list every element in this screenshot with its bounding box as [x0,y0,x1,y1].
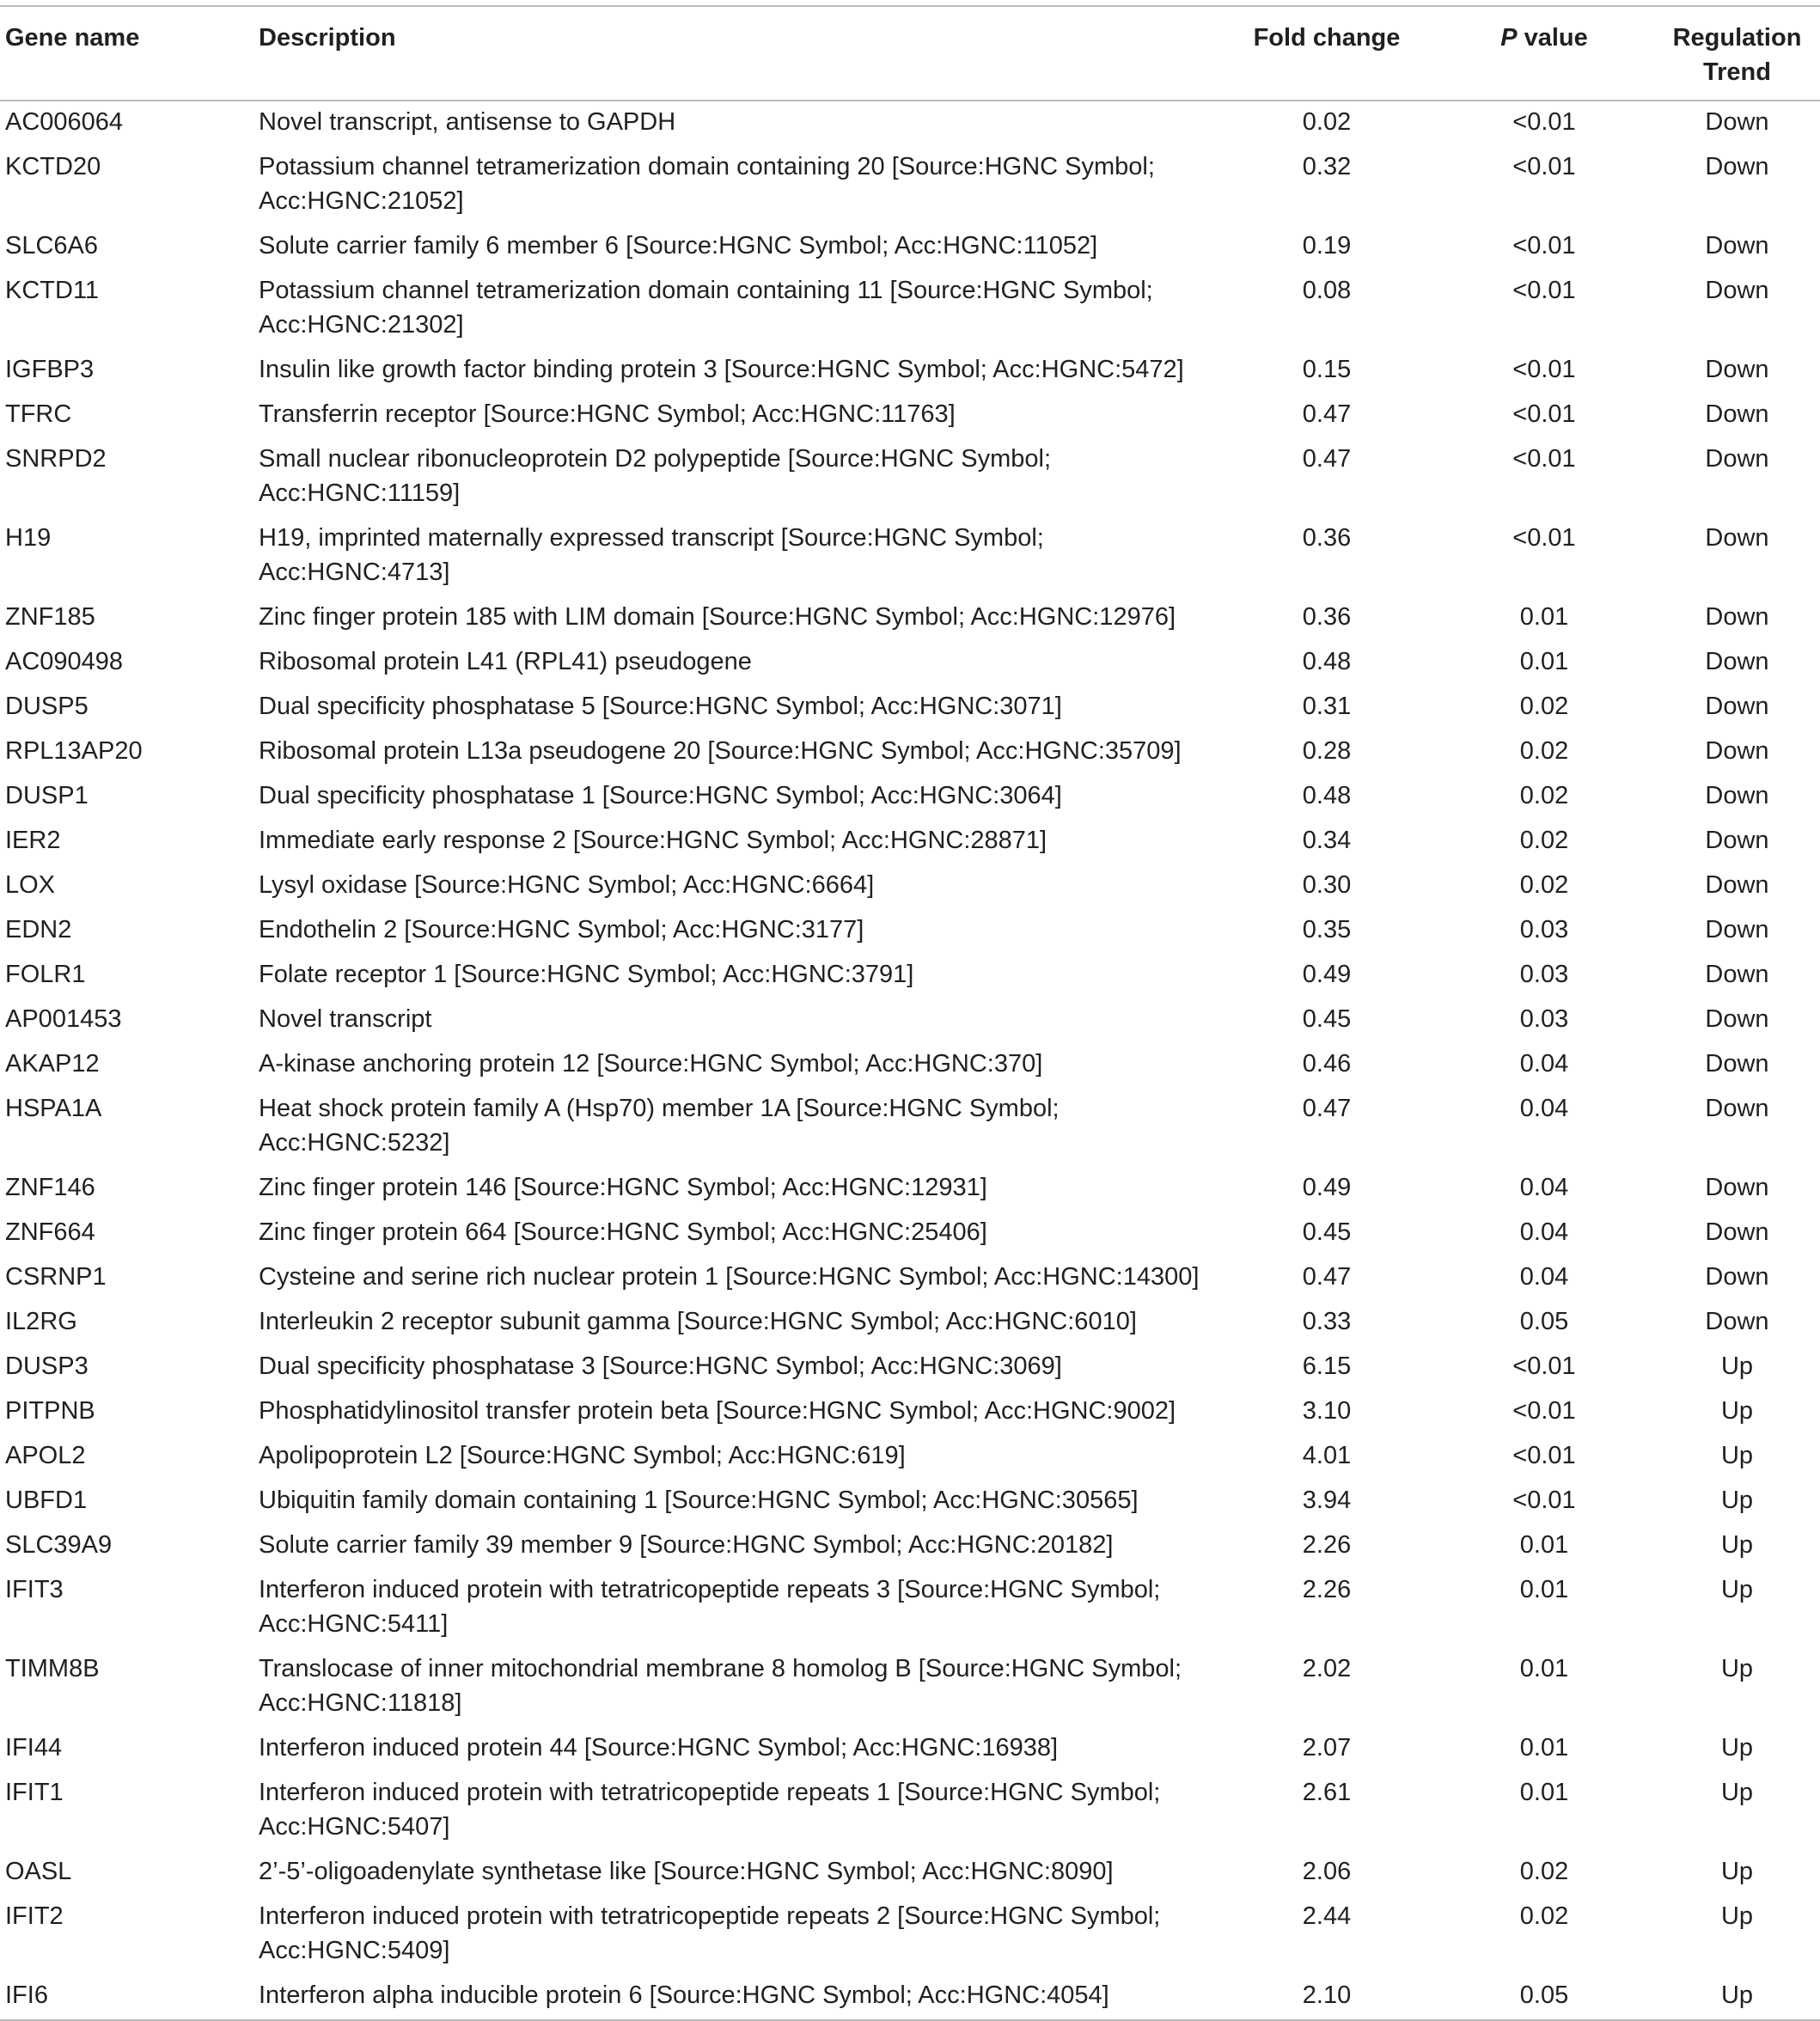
table-row [0,1480,1820,1524]
gene-cell: SLC6A6 [5,232,99,259]
description-cell: Zinc finger protein 146 [Source:HGNC Symbol; Acc:HGNC:12931] [259,1174,987,1201]
gene-cell: IER2 [5,827,61,854]
p-value-cell: 0.04 [1519,1095,1569,1122]
table-row [0,1648,1820,1727]
header-gene-name: Gene name [5,24,140,52]
fold-change-cell: 0.48 [1302,648,1352,675]
gene-cell: TIMM8B [5,1655,100,1682]
description-cell: Translocase of inner mitochondrial membrane 8 homolog B [Source:HGNC Symbol; Acc:HGNC:11818] [259,1655,1182,1717]
description-cell: 2’-5’-oligoadenylate synthetase like [Source:HGNC Symbol; Acc:HGNC:8090] [259,1858,1114,1885]
regulation-trend-cell: Up [1720,1576,1754,1603]
fold-change-cell: 0.36 [1302,603,1352,631]
fold-change-cell: 0.35 [1302,916,1352,943]
description-cell: Ubiquitin family domain containing 1 [Source:HGNC Symbol; Acc:HGNC:30565] [259,1487,1139,1514]
p-value-cell: 0.05 [1519,1308,1569,1335]
description-cell: Ribosomal protein L41 (RPL41) pseudogene [259,648,752,675]
gene-cell: UBFD1 [5,1487,88,1514]
regulation-trend-cell: Down [1705,445,1769,473]
gene-cell: TFRC [5,400,72,428]
gene-cell: APOL2 [5,1442,86,1469]
gene-cell: IL2RG [5,1308,77,1335]
p-value-cell: <0.01 [1512,1442,1576,1469]
regulation-trend-cell: Down [1705,737,1769,765]
description-cell: Immediate early response 2 [Source:HGNC Symbol; Acc:HGNC:28871] [259,827,1047,854]
regulation-trend-cell: Up [1720,1487,1754,1514]
table-row [0,1569,1820,1648]
fold-change-cell: 0.30 [1302,871,1352,899]
description-cell: Small nuclear ribonucleoprotein D2 polypeptide [Source:HGNC Symbol; Acc:HGNC:11159] [259,445,1052,507]
table-row [0,438,1820,517]
description-cell: Dual specificity phosphatase 1 [Source:HGNC Symbol; Acc:HGNC:3064] [259,782,1062,809]
table-row [0,225,1820,270]
table-body [0,101,1820,2020]
fold-change-cell: 0.45 [1302,1218,1352,1246]
fold-change-cell: 0.47 [1302,400,1352,428]
fold-change-cell: 2.61 [1302,1779,1352,1806]
regulation-trend-cell: Down [1705,524,1769,552]
gene-cell: DUSP1 [5,782,89,809]
description-cell: Zinc finger protein 185 with LIM domain [Source:HGNC Symbol; Acc:HGNC:12976] [259,603,1176,631]
p-value-cell: 0.02 [1519,737,1569,765]
regulation-trend-cell: Down [1705,1005,1769,1033]
p-value-cell: 0.01 [1519,603,1569,631]
fold-change-cell: 2.02 [1302,1655,1352,1682]
table-row [0,1043,1820,1088]
regulation-trend-cell: Down [1705,356,1769,383]
regulation-trend-cell: Up [1720,1442,1754,1469]
table-row [0,1896,1820,1975]
table-row [0,998,1820,1043]
table-row [0,1524,1820,1569]
fold-change-cell: 2.44 [1302,1902,1352,1930]
gene-cell: FOLR1 [5,961,86,988]
p-value-cell: 0.04 [1519,1218,1569,1246]
fold-change-cell: 0.08 [1302,277,1352,304]
regulation-trend-cell: Up [1720,1779,1754,1806]
regulation-trend-cell: Down [1705,1095,1769,1122]
fold-change-cell: 0.02 [1302,108,1352,136]
table-row [0,864,1820,909]
table-row [0,775,1820,820]
table-row [0,641,1820,686]
regulation-trend-cell: Down [1705,603,1769,631]
fold-change-cell: 0.45 [1302,1005,1352,1033]
gene-cell: ZNF185 [5,603,95,631]
fold-change-cell: 0.15 [1302,356,1352,383]
fold-change-cell: 0.28 [1302,737,1352,765]
p-value-cell: <0.01 [1512,1397,1576,1425]
regulation-trend-cell: Up [1720,1655,1754,1682]
p-value-cell: 0.01 [1519,1576,1569,1603]
p-value-cell: 0.03 [1519,1005,1569,1033]
table-row [0,101,1820,146]
p-value-cell: 0.05 [1519,1981,1569,2009]
fold-change-cell: 0.48 [1302,782,1352,809]
fold-change-cell: 0.47 [1302,445,1352,473]
table-row [0,1088,1820,1167]
gene-cell: DUSP3 [5,1352,89,1380]
regulation-trend-cell: Down [1705,400,1769,428]
regulation-trend-cell: Down [1705,153,1769,180]
table-row [0,1851,1820,1896]
p-value-cell: 0.02 [1519,782,1569,809]
p-value-cell: <0.01 [1512,232,1576,259]
table-row [0,596,1820,641]
gene-cell: KCTD11 [5,277,100,304]
regulation-trend-cell: Up [1720,1734,1754,1762]
fold-change-cell: 6.15 [1302,1352,1352,1380]
p-value-cell: 0.01 [1519,1779,1569,1806]
header-fold-change: Fold change [1253,24,1401,52]
description-cell: Endothelin 2 [Source:HGNC Symbol; Acc:HGNC:3177] [259,916,864,943]
p-value-cell: 0.02 [1519,693,1569,720]
p-value-cell: 0.01 [1519,1734,1569,1762]
p-value-cell: 0.03 [1519,916,1569,943]
p-value-cell: <0.01 [1512,153,1576,180]
description-cell: Transferrin receptor [Source:HGNC Symbol; Acc:HGNC:11763] [259,400,956,428]
regulation-trend-cell: Up [1720,1531,1754,1559]
gene-cell: IFIT1 [5,1779,64,1806]
p-value-cell: <0.01 [1512,108,1576,136]
table-row [0,1975,1820,2020]
gene-cell: PITPNB [5,1397,95,1425]
description-cell: Apolipoprotein L2 [Source:HGNC Symbol; Acc:HGNC:619] [259,1442,906,1469]
fold-change-cell: 4.01 [1302,1442,1352,1469]
p-value-cell: <0.01 [1512,445,1576,473]
description-cell: Novel transcript [259,1005,432,1033]
regulation-trend-cell: Down [1705,693,1769,720]
description-cell: Novel transcript, antisense to GAPDH [259,108,676,136]
gene-cell: HSPA1A [5,1095,102,1122]
fold-change-cell: 3.10 [1302,1397,1352,1425]
table-row [0,270,1820,349]
regulation-trend-cell: Down [1705,1174,1769,1201]
header-trend-line2: Trend [1703,58,1771,86]
p-value-cell: 0.02 [1519,1902,1569,1930]
description-cell: Cysteine and serine rich nuclear protein 1 [Source:HGNC Symbol; Acc:HGNC:14300] [259,1263,1200,1291]
table-row [0,394,1820,438]
gene-cell: ZNF146 [5,1174,95,1201]
header-row [0,6,1820,101]
fold-change-cell: 2.10 [1302,1981,1352,2009]
fold-change-cell: 0.49 [1302,1174,1352,1201]
table-row [0,517,1820,596]
description-cell: Dual specificity phosphatase 5 [Source:HGNC Symbol; Acc:HGNC:3071] [259,693,1062,720]
description-cell: Phosphatidylinositol transfer protein beta [Source:HGNC Symbol; Acc:HGNC:9002] [259,1397,1176,1425]
fold-change-cell: 0.46 [1302,1050,1352,1078]
table-row [0,1390,1820,1435]
p-value-cell: 0.02 [1519,827,1569,854]
regulation-trend-cell: Down [1705,277,1769,304]
table-row [0,1167,1820,1212]
table-row [0,1435,1820,1480]
description-cell: Interleukin 2 receptor subunit gamma [Source:HGNC Symbol; Acc:HGNC:6010] [259,1308,1137,1335]
gene-cell: CSRNP1 [5,1263,107,1291]
gene-cell: H19 [5,524,52,552]
p-value-cell: <0.01 [1512,400,1576,428]
p-value-cell: <0.01 [1512,524,1576,552]
fold-change-cell: 2.07 [1302,1734,1352,1762]
header-p-letter: P [1500,24,1518,52]
gene-cell: EDN2 [5,916,72,943]
description-cell: Interferon induced protein 44 [Source:HGNC Symbol; Acc:HGNC:16938] [259,1734,1059,1762]
table-row [0,909,1820,954]
header-description: Description [259,24,396,52]
table-row [0,954,1820,998]
gene-cell: AC006064 [5,108,124,136]
regulation-trend-cell: Up [1720,1352,1754,1380]
fold-change-cell: 2.26 [1302,1576,1352,1603]
header-p-rest: value [1517,24,1588,52]
fold-change-cell: 0.34 [1302,827,1352,854]
header-regulation-trend [1644,6,1820,101]
description-cell: Insulin like growth factor binding protein 3 [Source:HGNC Symbol; Acc:HGNC:5472] [259,356,1184,383]
description-cell: Interferon induced protein with tetratricopeptide repeats 2 [Source:HGNC Symbol; Acc:HGNC:5409] [259,1902,1161,1964]
p-value-cell: <0.01 [1512,1352,1576,1380]
p-value-cell: 0.04 [1519,1263,1569,1291]
p-value-cell: 0.01 [1519,648,1569,675]
p-value-cell: 0.01 [1519,1531,1569,1559]
regulation-trend-cell: Down [1705,871,1769,899]
table-row [0,820,1820,864]
description-cell: Solute carrier family 6 member 6 [Source:HGNC Symbol; Acc:HGNC:11052] [259,232,1098,259]
regulation-trend-cell: Down [1705,1218,1769,1246]
regulation-trend-cell: Up [1720,1902,1754,1930]
description-cell: Interferon induced protein with tetratricopeptide repeats 3 [Source:HGNC Symbol; Acc:HGNC:5411] [259,1576,1161,1638]
regulation-trend-cell: Down [1705,232,1769,259]
regulation-trend-cell: Down [1705,916,1769,943]
header-p-value [1444,6,1644,101]
description-cell: Lysyl oxidase [Source:HGNC Symbol; Acc:HGNC:6664] [259,871,875,899]
fold-change-cell: 0.19 [1302,232,1352,259]
fold-change-cell: 2.06 [1302,1858,1352,1885]
table-row [0,349,1820,394]
description-cell: Solute carrier family 39 member 9 [Source:HGNC Symbol; Acc:HGNC:20182] [259,1531,1114,1559]
description-cell: Potassium channel tetramerization domain containing 11 [Source:HGNC Symbol; Acc:HGNC:21302] [259,277,1153,339]
regulation-trend-cell: Down [1705,108,1769,136]
gene-cell: AP001453 [5,1005,122,1033]
gene-table [0,5,1820,2021]
table-row [0,1772,1820,1851]
gene-cell: IFIT2 [5,1902,64,1930]
fold-change-cell: 0.47 [1302,1095,1352,1122]
fold-change-cell: 0.47 [1302,1263,1352,1291]
table-row [0,730,1820,775]
gene-cell: IGFBP3 [5,356,95,383]
fold-change-cell: 0.36 [1302,524,1352,552]
gene-cell: IFI6 [5,1981,48,2009]
gene-cell: SLC39A9 [5,1531,113,1559]
regulation-trend-cell: Up [1720,1397,1754,1425]
regulation-trend-cell: Down [1705,961,1769,988]
description-cell: Ribosomal protein L13a pseudogene 20 [Source:HGNC Symbol; Acc:HGNC:35709] [259,737,1182,765]
p-value-cell: 0.03 [1519,961,1569,988]
gene-cell: KCTD20 [5,153,101,180]
regulation-trend-cell: Up [1720,1858,1754,1885]
table-row [0,1256,1820,1301]
gene-cell: AKAP12 [5,1050,100,1078]
fold-change-cell: 2.26 [1302,1531,1352,1559]
p-value-cell: <0.01 [1512,277,1576,304]
fold-change-cell: 0.49 [1302,961,1352,988]
description-cell: Potassium channel tetramerization domain containing 20 [Source:HGNC Symbol; Acc:HGNC:21052] [259,153,1155,215]
regulation-trend-cell: Down [1705,1308,1769,1335]
table-row [0,1212,1820,1256]
p-value-cell: 0.01 [1519,1655,1569,1682]
fold-change-cell: 3.94 [1302,1487,1352,1514]
fold-change-cell: 0.33 [1302,1308,1352,1335]
p-value-cell: 0.04 [1519,1174,1569,1201]
table-row [0,1301,1820,1346]
regulation-trend-cell: Down [1705,648,1769,675]
p-value-cell: 0.02 [1519,1858,1569,1885]
gene-cell: SNRPD2 [5,445,107,473]
regulation-trend-cell: Down [1705,1050,1769,1078]
header-trend-line1: Regulation [1672,24,1802,52]
description-cell: Heat shock protein family A (Hsp70) member 1A [Source:HGNC Symbol; Acc:HGNC:5232] [259,1095,1060,1157]
regulation-trend-cell: Down [1705,1263,1769,1291]
table-row [0,1727,1820,1772]
gene-cell: DUSP5 [5,693,89,720]
p-value-cell: 0.04 [1519,1050,1569,1078]
p-value-cell: 0.02 [1519,871,1569,899]
gene-cell: RPL13AP20 [5,737,143,765]
description-cell: Zinc finger protein 664 [Source:HGNC Symbol; Acc:HGNC:25406] [259,1218,987,1246]
p-value-cell: <0.01 [1512,356,1576,383]
gene-cell: AC090498 [5,648,124,675]
gene-cell: IFIT3 [5,1576,64,1603]
description-cell: A-kinase anchoring protein 12 [Source:HGNC Symbol; Acc:HGNC:370] [259,1050,1043,1078]
p-value-cell: <0.01 [1512,1487,1576,1514]
gene-cell: LOX [5,871,56,899]
gene-cell: OASL [5,1858,72,1885]
table-row [0,1346,1820,1390]
regulation-trend-cell: Down [1705,782,1769,809]
description-cell: Dual specificity phosphatase 3 [Source:HGNC Symbol; Acc:HGNC:3069] [259,1352,1062,1380]
gene-cell: ZNF664 [5,1218,95,1246]
table-row [0,146,1820,225]
fold-change-cell: 0.32 [1302,153,1352,180]
gene-cell: IFI44 [5,1734,63,1762]
description-cell: Interferon induced protein with tetratricopeptide repeats 1 [Source:HGNC Symbol; Acc:HGNC:5407] [259,1779,1161,1841]
table-row [0,686,1820,730]
fold-change-cell: 0.31 [1302,693,1352,720]
description-cell: Folate receptor 1 [Source:HGNC Symbol; Acc:HGNC:3791] [259,961,914,988]
description-cell: Interferon alpha inducible protein 6 [Source:HGNC Symbol; Acc:HGNC:4054] [259,1981,1109,2009]
description-cell: H19, imprinted maternally expressed transcript [Source:HGNC Symbol; Acc:HGNC:4713] [259,524,1044,586]
regulation-trend-cell: Up [1720,1981,1754,2009]
regulation-trend-cell: Down [1705,827,1769,854]
table-header [0,6,1820,101]
